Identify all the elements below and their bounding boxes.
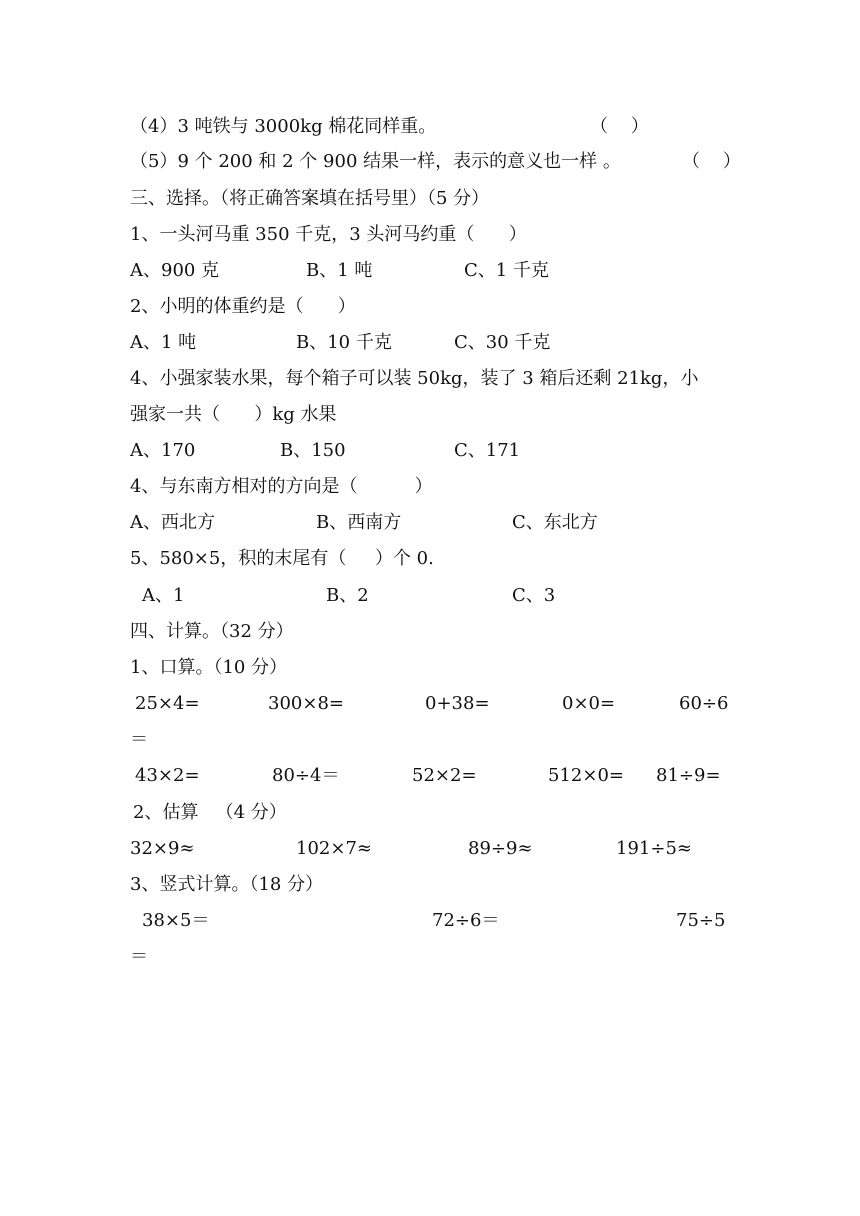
- option: A、1 吨: [130, 332, 197, 353]
- vertical-problem: 75÷5: [676, 910, 726, 931]
- section-4-heading: 四、计算。（32 分）: [130, 621, 294, 642]
- section-3-heading: 三、选择。（将正确答案填在括号里）（5 分）: [130, 188, 490, 209]
- option: A、900 克: [130, 260, 220, 281]
- option: C、3: [512, 585, 556, 606]
- estimate-problem: 191÷5≈: [616, 838, 692, 859]
- option: C、1 千克: [464, 260, 549, 281]
- option: B、150: [280, 440, 346, 461]
- oral-problem: 80÷4＝: [272, 765, 340, 786]
- option: B、2: [326, 585, 369, 606]
- oral-calc-heading: 1、口算。（10 分）: [130, 657, 288, 678]
- estimate-problem: 32×9≈: [130, 838, 195, 859]
- oral-problem: 512×0=: [548, 765, 624, 786]
- oral-problem: 43×2=: [135, 765, 200, 786]
- equals-sign-continued: ＝: [130, 729, 148, 750]
- oral-problem: 60÷6: [679, 693, 729, 714]
- estimate-heading: 2、估算 （4 分）: [133, 802, 287, 823]
- question-stem: 1、一头河马重 350 千克，3 头河马约重（ ）: [130, 224, 527, 245]
- oral-problem: 300×8=: [268, 693, 344, 714]
- oral-problem: 0×0=: [562, 693, 616, 714]
- judge-item-4: （4）3 吨铁与 3000kg 棉花同样重。: [130, 116, 437, 137]
- vertical-problem: 38×5＝: [142, 910, 210, 931]
- option: C、171: [454, 440, 521, 461]
- oral-problem: 81÷9=: [656, 765, 721, 786]
- question-stem: 4、小强家装水果，每个箱子可以装 50kg，装了 3 箱后还剩 21kg，小: [130, 368, 699, 389]
- oral-problem: 0+38=: [425, 693, 490, 714]
- question-stem: 4、与东南方相对的方向是（ ）: [130, 476, 433, 497]
- option: A、170: [130, 440, 196, 461]
- oral-problem: 52×2=: [412, 765, 477, 786]
- oral-problem: 25×4=: [135, 693, 200, 714]
- option: B、10 千克: [296, 332, 392, 353]
- option: B、1 吨: [306, 260, 373, 281]
- option: B、西南方: [316, 512, 402, 533]
- option: A、1: [142, 585, 185, 606]
- answer-blank: （ ）: [590, 116, 649, 137]
- question-stem-continued: 强家一共（ ）kg 水果: [130, 404, 337, 425]
- vertical-problem: 72÷6＝: [432, 910, 500, 931]
- option: C、30 千克: [454, 332, 551, 353]
- vertical-calc-heading: 3、竖式计算。（18 分）: [130, 874, 324, 895]
- question-stem: 5、580×5，积的末尾有（ ）个 0.: [130, 548, 434, 569]
- option: A、西北方: [130, 512, 215, 533]
- answer-blank: （ ）: [682, 151, 741, 172]
- judge-item-5: （5）9 个 200 和 2 个 900 结果一样，表示的意义也一样 。: [130, 151, 621, 172]
- estimate-problem: 102×7≈: [296, 838, 372, 859]
- question-stem: 2、小明的体重约是（ ）: [130, 296, 356, 317]
- equals-sign-continued: ＝: [130, 946, 148, 967]
- option: C、东北方: [512, 512, 598, 533]
- estimate-problem: 89÷9≈: [468, 838, 533, 859]
